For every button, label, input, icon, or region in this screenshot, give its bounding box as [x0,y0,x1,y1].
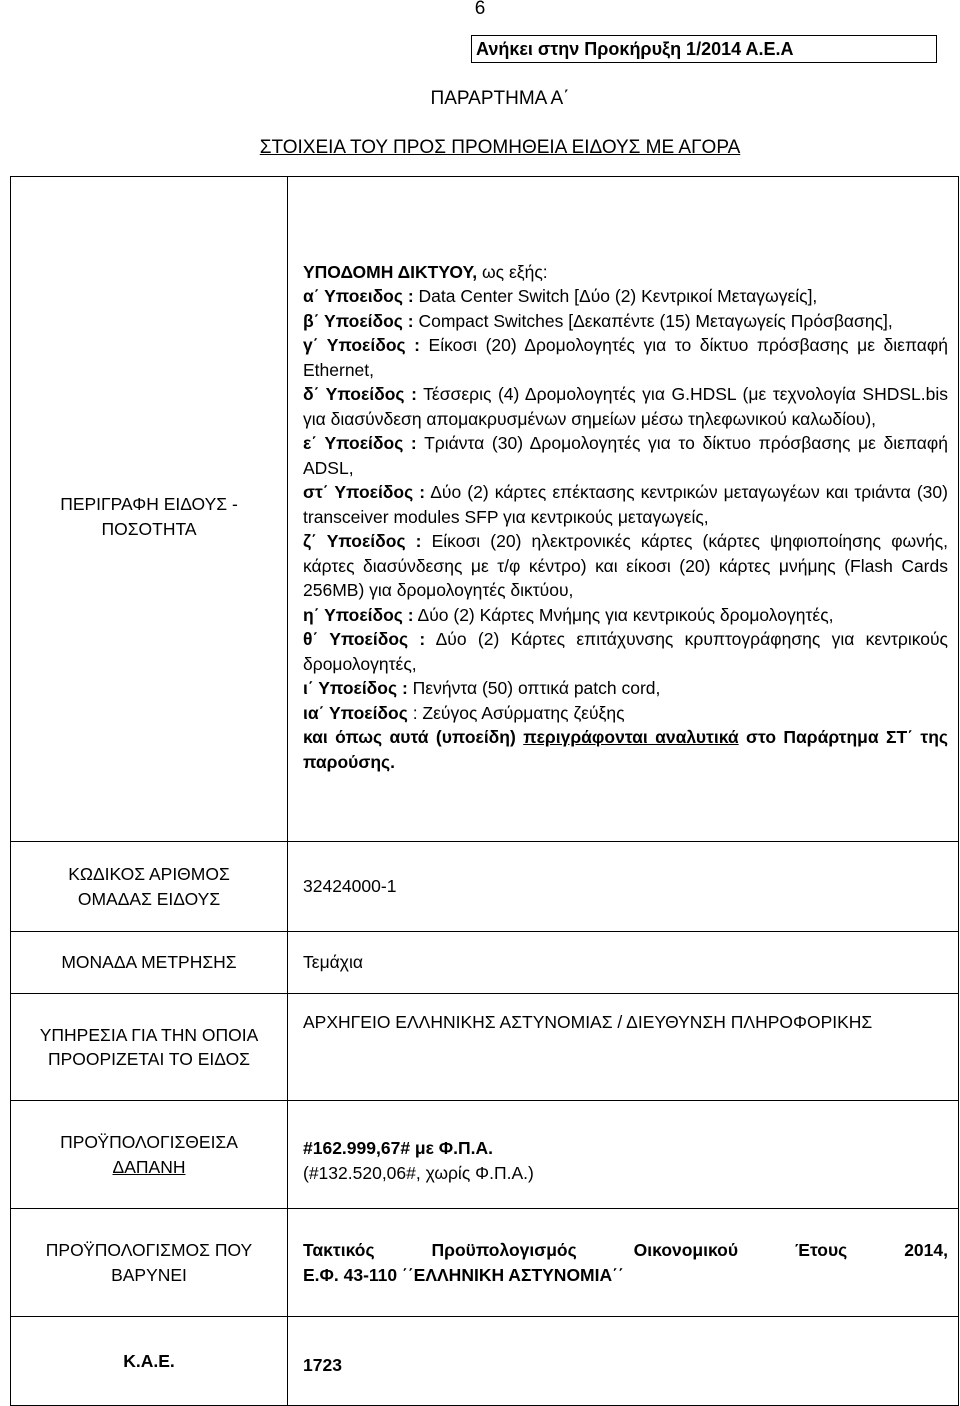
kae-label: Κ.Α.Ε. [11,1317,288,1406]
charged-label [11,1209,288,1317]
subtype-item [303,309,948,334]
subtype-label: στ΄ Υποείδος : [303,482,426,503]
subtype-item [303,382,948,431]
page-number: 6 [474,0,486,19]
subtype-item [303,627,948,676]
subtype-item [303,480,948,529]
charged-label-line1: ΠΡΟΫΠΟΛΟΓΙΣΜΟΣ ΠΟΥ [45,1240,253,1260]
cpv-value: 32424000-1 [288,842,959,932]
subtype-text: Τριάντα (30) Δρομολογητές για το δίκτυο πρόσβασης με διεπαφή ADSL, [303,433,948,478]
description-label-line2: ΠΟΣΟΤΗΤΑ [101,518,197,539]
budget-value-novat: (#132.520,06#, χωρίς Φ.Π.Α.) [303,1162,534,1183]
subtype-item [303,701,948,726]
subtype-text: Δύο (2) Κάρτες Μνήμης για κεντρικούς δρομολογητές, [413,604,834,625]
kae-row [11,1317,959,1406]
subtype-label: ια΄ Υποείδος [303,702,408,723]
cpv-label-line1: ΚΩΔΙΚΟΣ ΑΡΙΘΜΟΣ [68,864,230,884]
subtype-label: ι΄ Υποείδος : [303,678,408,699]
description-row [11,177,959,842]
budget-label [11,1101,288,1209]
kae-value: 1723 [288,1317,959,1406]
subtype-text: Είκοσι (20) ηλεκτρονικές κάρτες (κάρτες ψηφιοποίησης φωνής, κάρτες διασύνδεσης με τ/φ κέντρο) και είκοσι (20) κάρτες μνήμης (Flash Cards 256MB) για δρομολογητές δικτύου, [303,531,948,601]
service-label [11,994,288,1101]
subtype-text: Data Center Switch [Δύο (2) Κεντρικοί Μεταγωγείς], [413,286,818,307]
description-value [288,177,959,842]
subtype-label: δ΄ Υποείδος : [303,384,417,405]
charged-value-line2: Ε.Φ. 43-110 ΄΄ΕΛΛΗΝΙΚΗ ΑΣΤΥΝΟΜΙΑ΄΄ [303,1264,624,1285]
intro-bold: ΥΠΟΔΟΜΗ ΔΙΚΤΥΟΥ, [303,261,478,282]
budget-value-vat: #162.999,67# με Φ.Π.Α. [303,1138,494,1158]
subtype-item [303,431,948,480]
items-title: ΣΤΟΙΧΕΙΑ ΤΟΥ ΠΡΟΣ ΠΡΟΜΗΘΕΙΑ ΕΙΔΟΥΣ ΜΕ ΑΓΟΡΑ [259,137,741,158]
subtype-text: : Ζεύγος Ασύρματης ζεύξης [407,702,625,723]
service-row [11,994,959,1101]
description-text [303,236,948,783]
subtype-item [303,603,948,628]
subtype-text: Είκοσι (20) Δρομολογητές για το δίκτυο πρόσβασης με διεπαφή Ethernet, [303,335,948,380]
subtype-label: η΄ Υποείδος : [303,604,414,625]
subtype-label: γ΄ Υποείδος : [303,335,420,356]
service-label-line1: ΥΠΗΡΕΣΙΑ ΓΙΑ ΤΗΝ ΟΠΟΙΑ [39,1024,259,1045]
subtype-item [303,676,948,701]
subtype-item [303,333,948,382]
service-label-line2: ΠΡΟΟΡΙΖΕΤΑΙ ΤΟ ΕΙΔΟΣ [47,1049,251,1069]
reference-box: Ανήκει στην Προκήρυξη 1/2014 Α.Ε.Α [471,35,937,63]
subtype-text: Compact Switches [Δεκαπέντε (15) Μεταγωγείς Πρόσβασης], [413,310,893,331]
budget-label-line2: ΔΑΠΑΝΗ [112,1156,186,1177]
budget-label-line1: ΠΡΟΫΠΟΛΟΓΙΣΘΕΙΣΑ [60,1132,238,1152]
unit-value: Τεμάχια [288,932,959,994]
annex-title: ΠΑΡΑΡΤΗΜΑ Α΄ [430,88,570,109]
budget-row [11,1101,959,1209]
subtype-label: α΄ Υποειδος : [303,286,414,307]
subtype-label: β΄ Υποείδος : [303,310,414,331]
charged-label-line2: ΒΑΡΥΝΕΙ [111,1264,187,1285]
charged-row [11,1209,959,1317]
cpv-label-line2: ΟΜΑΔΑΣ ΕΙΔΟΥΣ [77,888,221,909]
subtype-text: Δύο (2) κάρτες επέκτασης κεντρικών μεταγωγέων και τριάντα (30) transceiver modules SFP για κεντρικούς μεταγωγείς, [303,482,948,527]
cpv-row [11,842,959,932]
unit-row [11,932,959,994]
service-value: ΑΡΧΗΓΕΙΟ ΕΛΛΗΝΙΚΗΣ ΑΣΤΥΝΟΜΙΑΣ / ΔΙΕΥΘΥΝΣΗ ΠΛΗΡΟΦΟΡΙΚΗΣ [288,994,959,1101]
subtype-label: θ΄ Υποείδος : [303,629,426,650]
unit-label: ΜΟΝΑΔΑ ΜΕΤΡΗΣΗΣ [11,932,288,994]
subtype-item [303,284,948,309]
description-intro [303,260,948,285]
description-label [11,177,288,842]
subtype-text: Δύο (2) Κάρτες επιτάχυνσης κρυπτογράφησης για κεντρικούς δρομολογητές, [303,629,948,674]
charged-value [288,1209,959,1317]
subtype-list [303,284,948,725]
subtype-text: Τέσσερις (4) Δρομολογητές για G.HDSL (με τεχνολογία SHDSL.bis για διασύνδεση απομακρυσμένων σημείων μέσω τηλεφωνικού καλωδίου), [303,384,948,429]
description-label-line1: ΠΕΡΙΓΡΑΦΗ ΕΙΔΟΥΣ - [60,494,238,514]
subtype-label: ζ΄ Υποείδος : [303,531,422,552]
closing-link: περιγράφονται αναλυτικά [523,727,739,748]
subtype-item [303,529,948,603]
closing-part1: και όπως αυτά (υποείδη) [303,727,524,748]
subtype-text: Πενήντα (50) οπτικά patch cord, [407,678,661,699]
charged-value-line1: Τακτικός Προϋπολογισμός Οικονομικού Έτους 2014, [303,1240,948,1260]
cpv-label [11,842,288,932]
specification-table [10,176,959,1406]
subtype-label: ε΄ Υποείδος : [303,433,417,454]
closing-part2: στο Παράρτημα ΣΤ΄ της παρούσης. [303,727,948,772]
intro-rest: ως εξής: [477,261,548,282]
description-closing [303,725,948,774]
budget-value [288,1101,959,1209]
